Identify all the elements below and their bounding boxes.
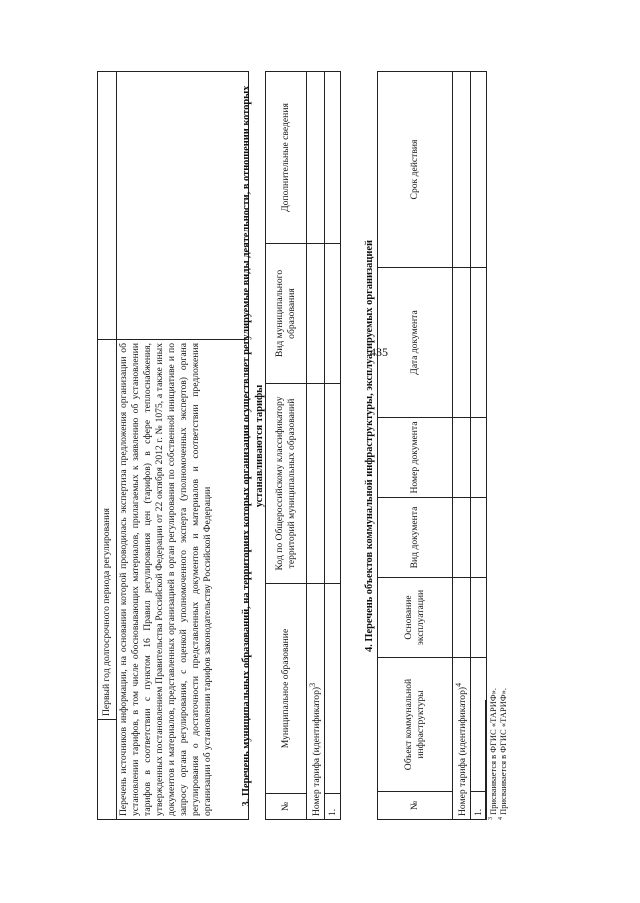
col-operation-basis: Основание эксплуатации: [378, 578, 453, 658]
col-number: №: [266, 794, 307, 820]
col-document-type: Вид документа: [378, 498, 453, 578]
col-validity-period: Срок действия: [378, 72, 453, 268]
footnote-3: $^3$ Присваивается в ФГИС «ТАРИФ».: [488, 688, 498, 820]
tariff-id-row: Номер тарифа (идентификатор)$^3$: [307, 584, 325, 820]
sources-table: [97, 71, 249, 820]
col-infrastructure-object: Объект коммунальной инфраструктуры: [378, 658, 453, 792]
footnote-divider: [485, 700, 486, 820]
sources-value-cell: [117, 72, 249, 340]
rotated-content: [97, 50, 507, 820]
sources-header-empty-2: [98, 72, 117, 340]
col-number: №: [378, 792, 453, 820]
infrastructure-table: [377, 71, 487, 820]
col-municipality-type: Вид муниципального образования: [266, 244, 307, 384]
tariff-id-row: Номер тарифа (идентификатор)$^4$: [453, 658, 471, 820]
section-3-title: 3. Перечень муниципальных образований, на территориях которых организация осуществляет регулируемые виды деятельности, в отношении которых устанавливаются тарифы: [241, 85, 265, 807]
col-oktmo-code: Код по Общероссийскому классификатору территорий муниципальных образований: [266, 384, 307, 584]
footnote-4: $^4$ Присваивается в ФГИС «ТАРИФ».: [498, 688, 508, 820]
col-municipality: Муниципальное образование: [266, 584, 307, 794]
municipalities-table: [265, 71, 341, 820]
page-number: 435: [370, 345, 388, 359]
sources-header-empty: [98, 720, 117, 820]
col-additional-info: Дополнительные сведения: [266, 72, 307, 244]
sources-header-cell: Первый год долгосрочного периода регулирования: [98, 340, 117, 720]
col-document-number: Номер документа: [378, 418, 453, 498]
row-number: 1.: [325, 794, 341, 820]
sources-text-cell: Перечень источников информации, на основании которой проводилась экспертиза предложения организации об установлении тарифов, в том числе обосновывающих материалов, прилагаемых к заявлению об установлении тарифов в соответствии с пунктом 16 Правил регулирования цен (тарифов) в сфере теплоснабжения, утвержденных постановлением Правительства Российской Федерации от 22 октября 2012 г. № 1075, а также иных документов и материалов, представленных организацией в орган регулирования по собственной инициативе и по запросу органа регулирования, с оценкой уполномоченного эксперта (уполномоченных экспертов) органа регулирования о достаточности представленных документов и материалов и соответствии предложения организации об установлении тарифов законодательству Российской Федерации: [117, 340, 249, 820]
row-number: 1.: [471, 792, 487, 820]
section-4-title: 4. Перечень объектов коммунальной инфраструктуры, эксплуатируемых организацией: [364, 240, 375, 652]
footnotes: [485, 420, 508, 820]
col-document-date: Дата документа: [378, 268, 453, 418]
